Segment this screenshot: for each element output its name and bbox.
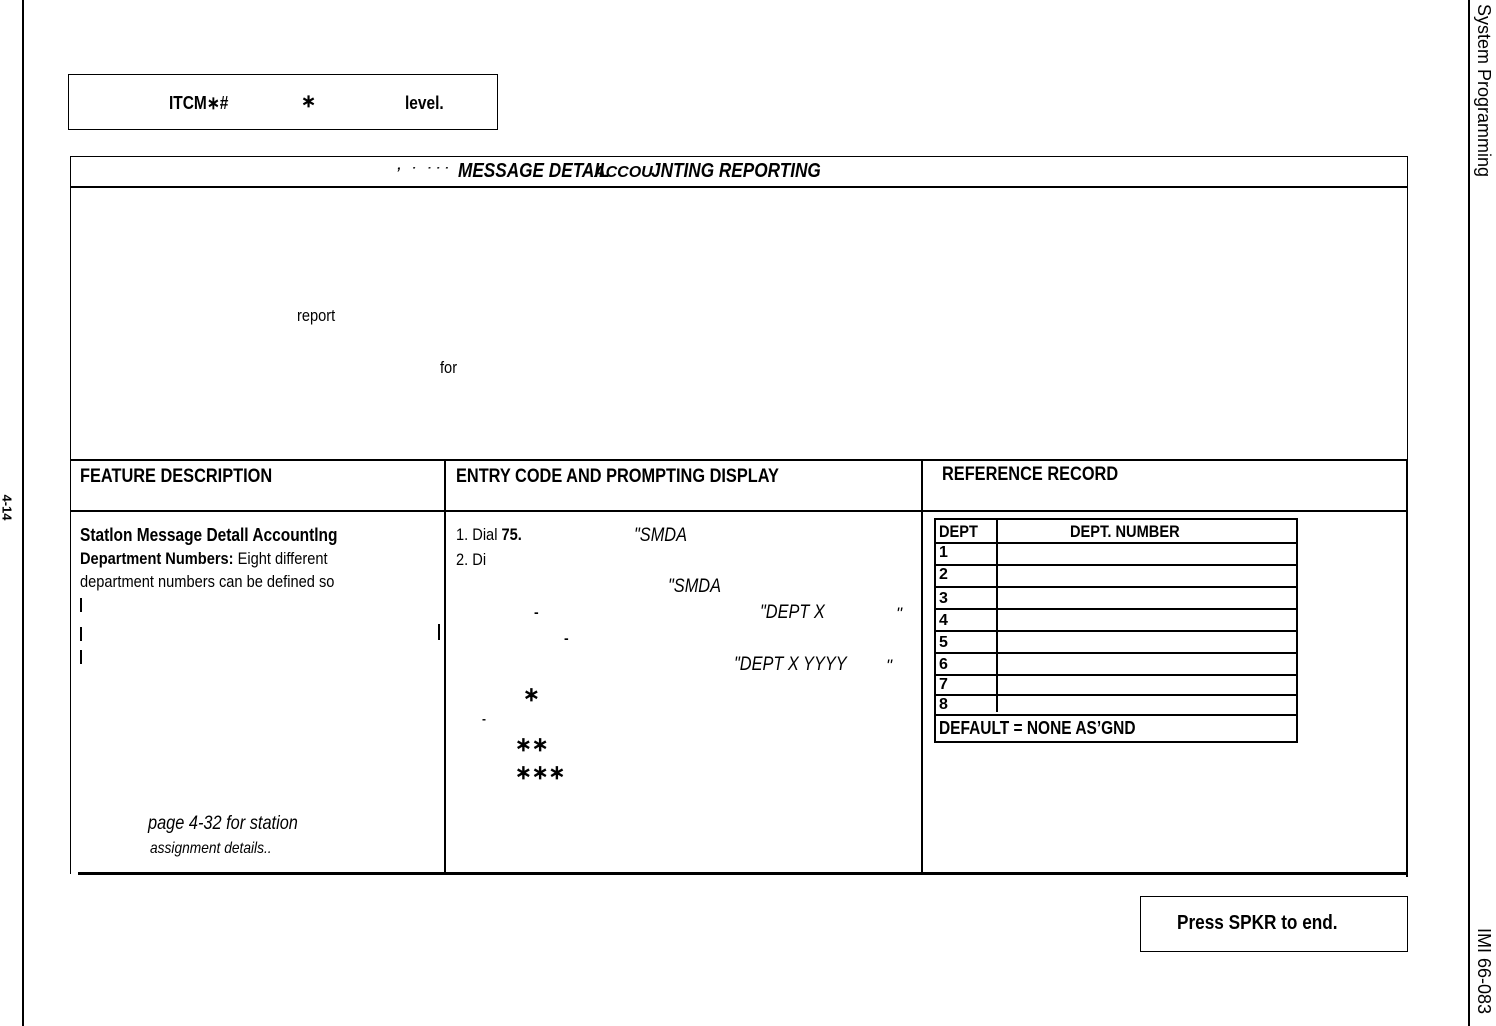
left-margin-rule: [22, 0, 24, 1026]
header-bottom-rule: [70, 510, 1408, 512]
feature-line-2-rest: Eight different: [237, 549, 328, 568]
entry-step-2: 2. Di: [456, 550, 487, 569]
entry-dot: -: [482, 712, 486, 726]
table-row-3: 3: [939, 590, 948, 607]
intro-word-for: for: [440, 358, 458, 377]
feature-line-3: department numbers can be defined so: [80, 572, 335, 591]
title-main-2: JNTING REPORTING: [650, 160, 821, 182]
feature-footer-line-1: page 4-32 for station: [148, 813, 298, 834]
table-rule-7: [936, 694, 1296, 696]
table-rule-1: [936, 564, 1296, 566]
entry-star-3: ∗∗∗: [515, 762, 566, 784]
press-spkr-text: Press SPKR to end.: [1177, 912, 1338, 934]
table-rule-3: [936, 608, 1296, 610]
table-row-8: 8: [939, 696, 948, 713]
table-row-6: 6: [939, 656, 948, 673]
right-border: [1406, 459, 1408, 877]
table-rule-4: [936, 630, 1296, 632]
entry-dash-1: -: [534, 604, 539, 620]
entry-display-4: "DEPT X YYYY: [734, 654, 847, 675]
instruction-box: [68, 74, 498, 130]
table-rule-5: [936, 652, 1296, 654]
table-rule-0: [936, 542, 1296, 544]
column-divider-2: [921, 459, 923, 872]
feature-box: [70, 156, 1408, 874]
entry-step-1: 1. Dial 75.: [456, 525, 522, 544]
column-divider-1: [444, 461, 446, 872]
table-header-dept-number: DEPT. NUMBER: [1070, 522, 1180, 541]
title-fragment-2: ACCOU: [594, 164, 653, 181]
feature-tick-1: [80, 598, 82, 612]
table-row-1: 1: [939, 544, 948, 561]
header-feature-description: FEATURE DESCRIPTION: [80, 466, 273, 487]
entry-display-3: "DEPT X: [760, 602, 825, 623]
title-rule: [70, 186, 1408, 188]
table-rule-2: [936, 586, 1296, 588]
header-top-rule: [70, 459, 1408, 461]
table-rule-6: [936, 674, 1296, 676]
instruction-star: ∗: [301, 91, 317, 111]
right-margin-rule: [1468, 0, 1470, 1026]
feature-line-1: Statlon Message Detall Accountlng: [80, 525, 338, 545]
table-default: DEFAULT = NONE AS’GND: [939, 718, 1136, 738]
intro-word-report: report: [297, 306, 336, 325]
side-title-top: System Programming: [1474, 4, 1494, 178]
entry-dash-2: -: [564, 630, 569, 646]
section-title: [396, 160, 890, 183]
header-entry-code: ENTRY CODE AND PROMPTING DISPLAY: [456, 466, 779, 487]
feature-line-2: [80, 549, 368, 569]
entry-step-1-code: 75.: [501, 525, 522, 544]
table-header-dept: DEPT: [939, 522, 978, 541]
header-reference-record: REFERENCE RECORD: [942, 464, 1119, 485]
feature-line-2-bold: Department Numbers:: [80, 549, 234, 568]
entry-display-2: "SMDA: [668, 576, 722, 597]
table-row-7: 7: [939, 676, 948, 693]
table-rule-8: [936, 714, 1296, 716]
title-main: MESSAGE DETAIL: [457, 160, 610, 182]
entry-star-1: ∗: [523, 684, 540, 706]
instruction-word-itcm: ITCM∗#: [169, 93, 229, 113]
table-row-5: 5: [939, 634, 948, 651]
entry-display-1: "SMDA: [634, 525, 688, 546]
table-row-2: 2: [939, 566, 948, 583]
entry-quote-4: ": [886, 656, 893, 675]
bottom-rule: [78, 872, 1408, 875]
table-col-divider: [996, 520, 998, 712]
table-row-4: 4: [939, 612, 948, 629]
instruction-word-level: level.: [405, 93, 444, 113]
dept-number-table: [934, 518, 1298, 743]
feature-tick-3: [80, 650, 82, 664]
entry-quote-3: ": [896, 604, 903, 623]
entry-tick: [438, 624, 440, 640]
title-fragment: ’ ˙ ˙˙˙: [396, 164, 453, 180]
page-number: 4-14: [0, 494, 15, 521]
side-doc-number: IMI 66-083: [1474, 928, 1494, 1015]
entry-star-2: ∗∗: [515, 734, 549, 756]
end-instruction-box: [1140, 896, 1408, 952]
feature-tick-2: [80, 627, 82, 641]
feature-footer-line-2: assignment details..: [150, 840, 272, 857]
